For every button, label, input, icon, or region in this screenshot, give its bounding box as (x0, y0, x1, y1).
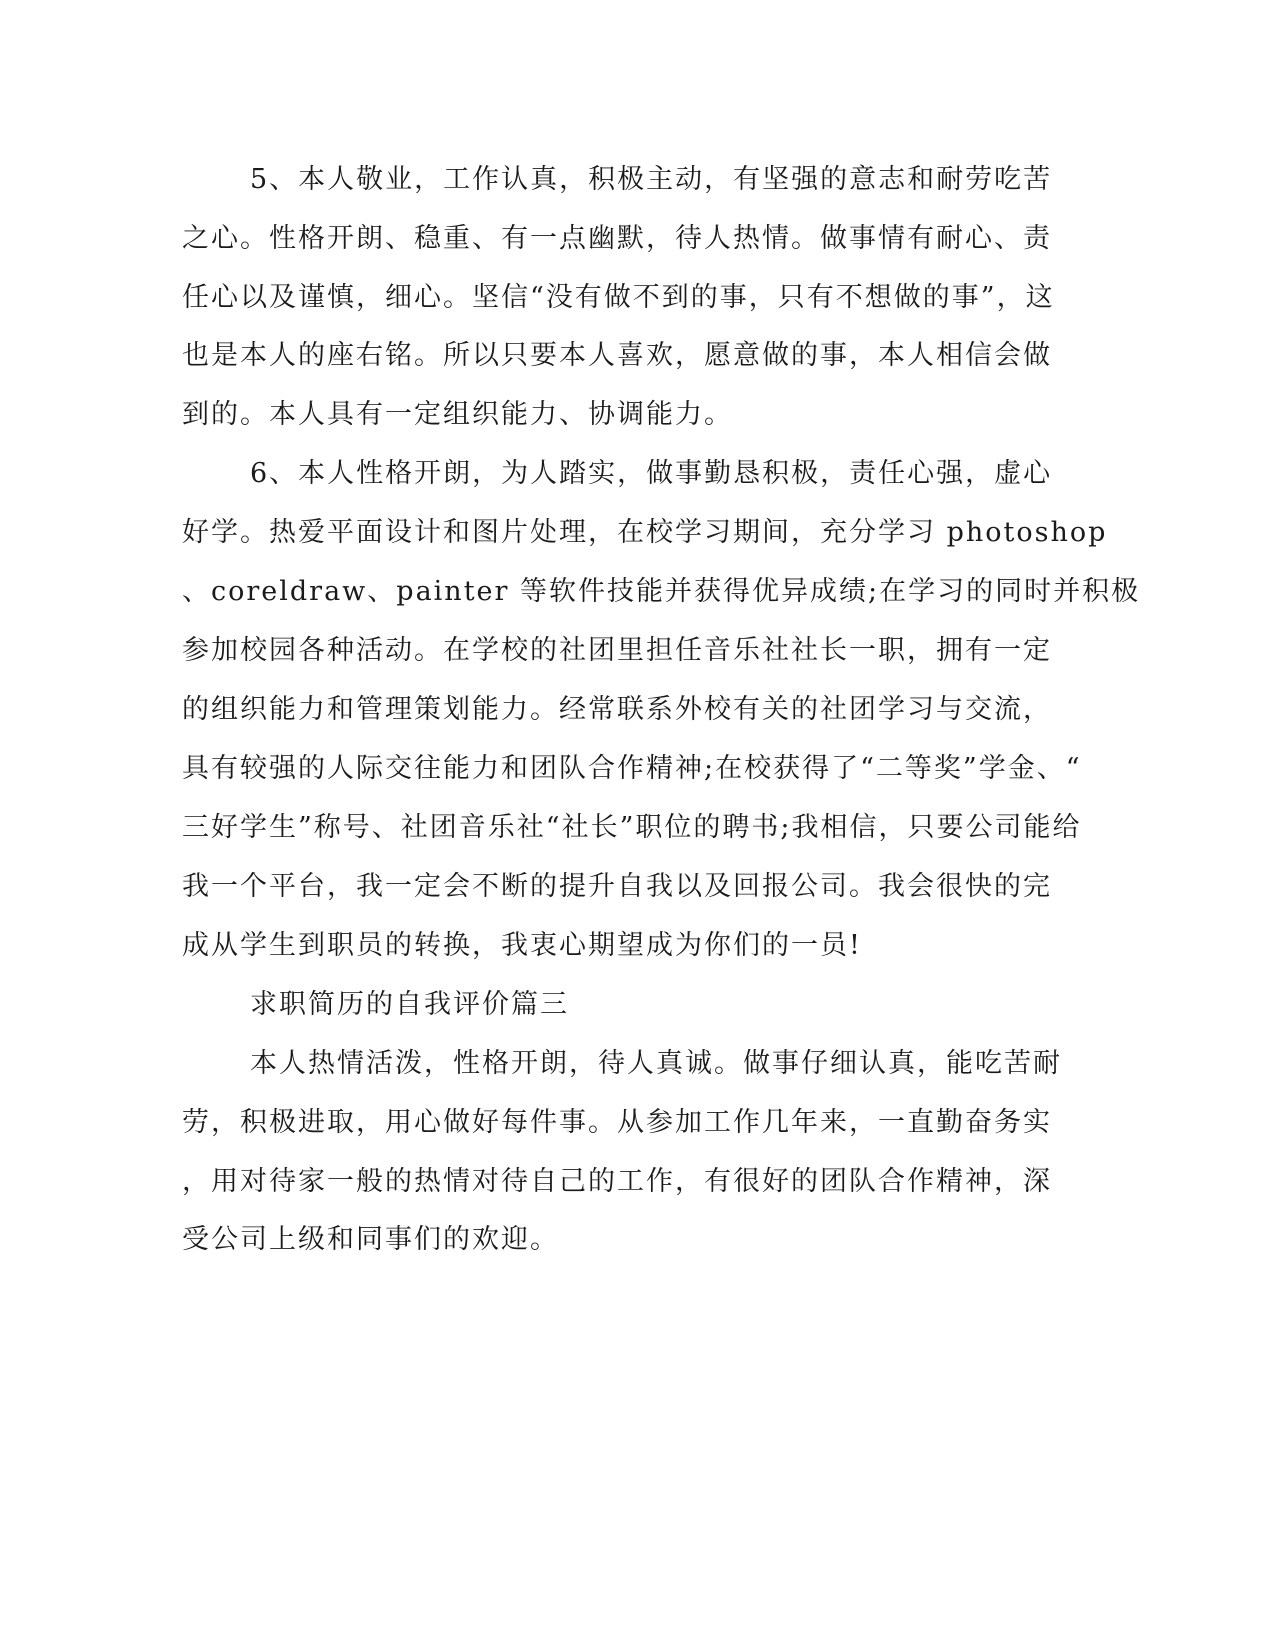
paragraph-5-line-1: 5、本人敬业，工作认真，积极主动，有坚强的意志和耐劳吃苦 (250, 164, 1053, 195)
paragraph-6-line-1: 6、本人性格开朗，为人踏实，做事勤恳积极，责任心强，虚心 (250, 458, 1053, 489)
paragraph-3-line-3: ，用对待家一般的热情对待自己的工作，有很好的团队合作精神，深 (182, 1166, 1052, 1197)
paragraph-3-line-1: 本人热情活泼，性格开朗，待人真诚。做事仔细认真，能吃苦耐 (250, 1048, 1062, 1079)
paragraph-6-line-6: 具有较强的人际交往能力和团队合作精神;在校获得了“二等奖”学金、“ (182, 753, 1082, 784)
section-heading: 求职简历的自我评价篇三 (250, 989, 569, 1020)
paragraph-6-line-7: 三好学生”称号、社团音乐社“社长”职位的聘书;我相信，只要公司能给 (182, 812, 1082, 843)
paragraph-3-line-2: 劳，积极进取，用心做好每件事。从参加工作几年来，一直勤奋务实 (182, 1107, 1052, 1138)
paragraph-3-line-4: 受公司上级和同事们的欢迎。 (182, 1224, 559, 1255)
paragraph-6-line-4: 参加校园各种活动。在学校的社团里担任音乐社社长一职，拥有一定 (182, 635, 1052, 666)
paragraph-6-line-5: 的组织能力和管理策划能力。经常联系外校有关的社团学习与交流， (182, 694, 1052, 725)
paragraph-6-line-9: 成从学生到职员的转换，我衷心期望成为你们的一员! (182, 930, 862, 961)
paragraph-5-line-3: 任心以及谨慎，细心。坚信“没有做不到的事，只有不想做的事”，这 (182, 282, 1055, 313)
paragraph-5-line-2: 之心。性格开朗、稳重、有一点幽默，待人热情。做事情有耐心、责 (182, 223, 1052, 254)
paragraph-6-line-3: 、coreldraw、painter 等软件技能并获得优异成绩;在学习的同时并积极 (182, 576, 1141, 607)
paragraph-6-line-2: 好学。热爱平面设计和图片处理，在校学习期间，充分学习 photoshop (182, 517, 1108, 548)
paragraph-5-line-5: 到的。本人具有一定组织能力、协调能力。 (182, 399, 733, 430)
paragraph-5-line-4: 也是本人的座右铭。所以只要本人喜欢，愿意做的事，本人相信会做 (182, 340, 1052, 371)
paragraph-6-line-8: 我一个平台，我一定会不断的提升自我以及回报公司。我会很快的完 (182, 871, 1052, 902)
